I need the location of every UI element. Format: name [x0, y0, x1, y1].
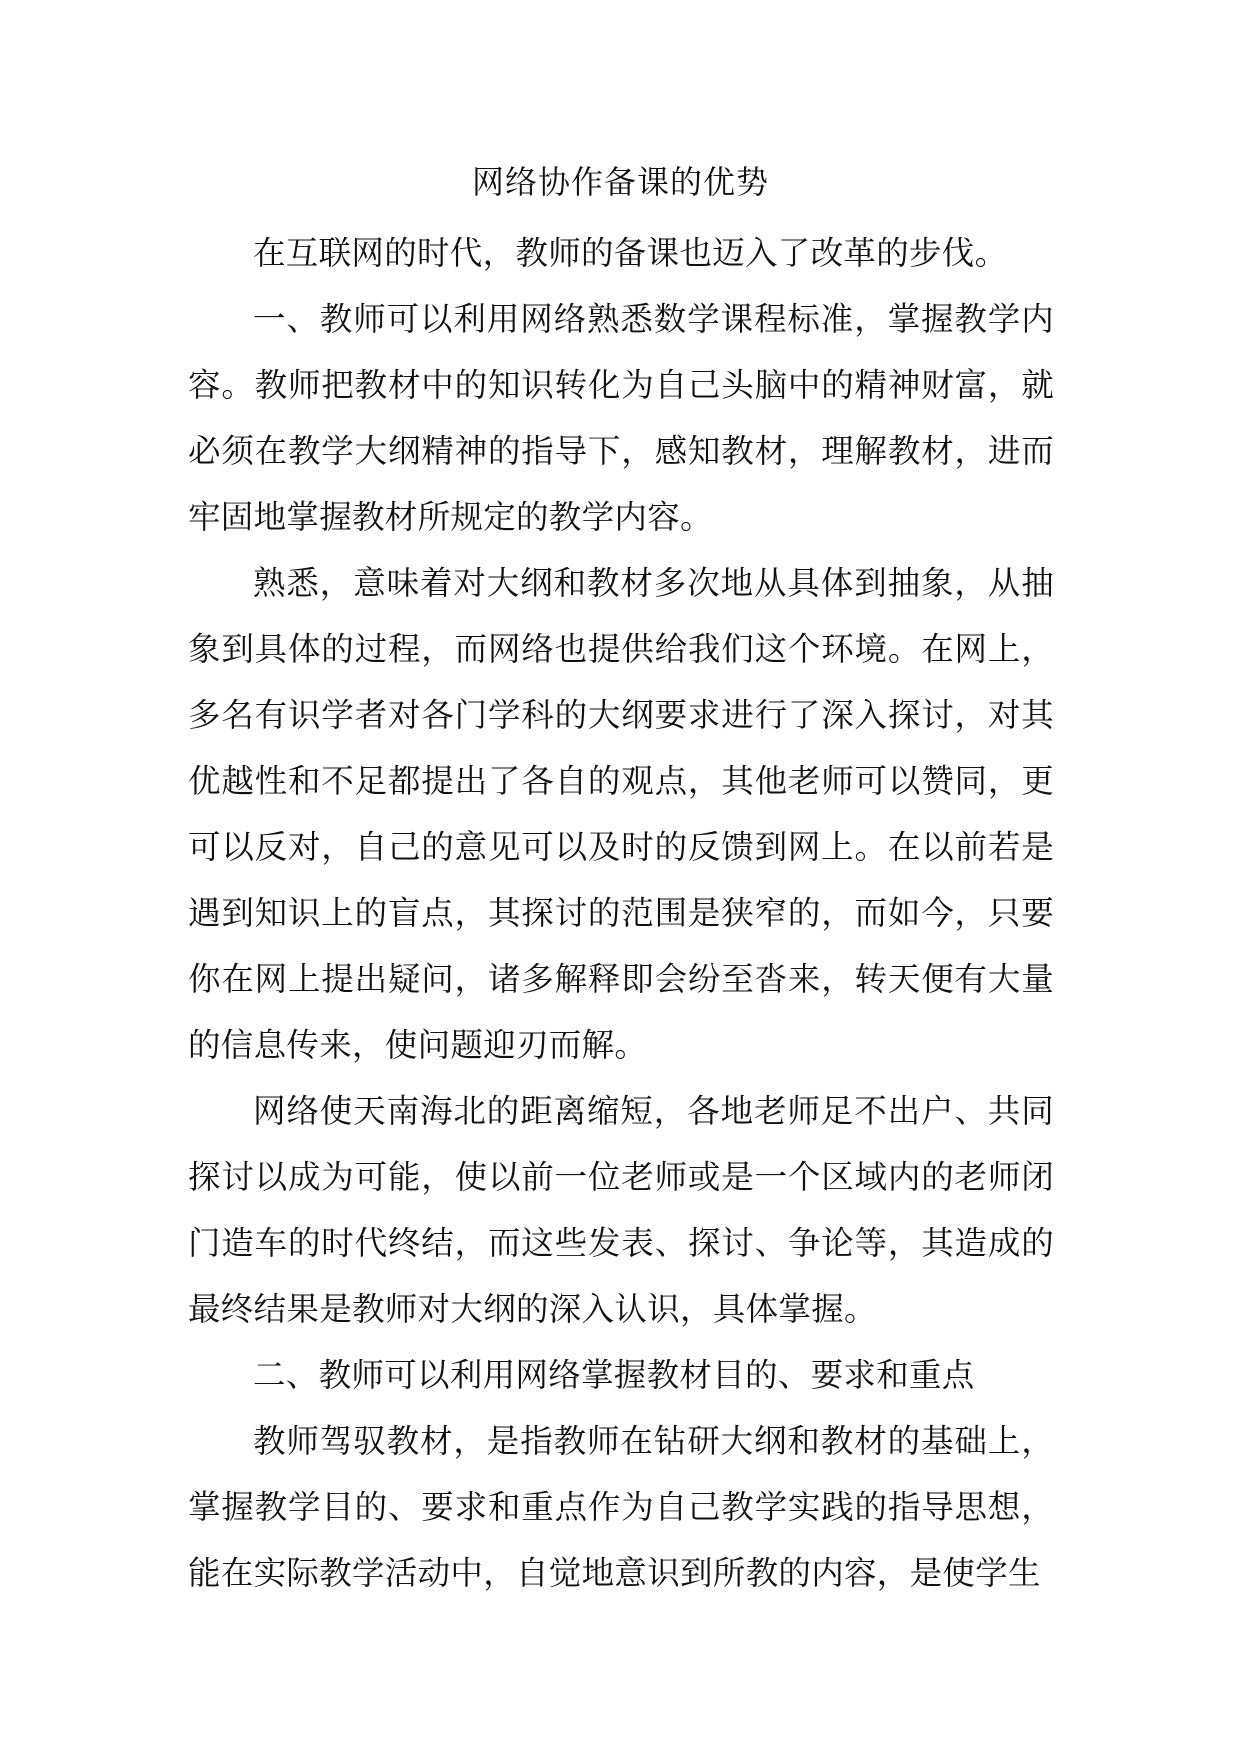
document-title: 网络协作备课的优势	[471, 163, 769, 201]
paragraph-section-two-heading: 二、教师可以利用网络掌握教材目的、要求和重点	[253, 1356, 975, 1394]
paragraph-section-one: 一、教师可以利用网络熟悉数学课程标准，掌握教学内容。教师把教材中的知识转化为自己头脑中的精神财富，就必须在教学大纲精神的指导下，感知教材，理解教材，进而牢固地掌握教材所规定的教学内容。	[188, 300, 1054, 536]
document-body	[188, 220, 1054, 1606]
paragraph-mastering-materials: 教师驾驭教材，是指教师在钻研大纲和教材的基础上，掌握教学目的、要求和重点作为自己教学实践的指导思想，能在实际教学活动中，自觉地意识到所教的内容，是使学生	[188, 1422, 1054, 1592]
paragraph-familiarity: 熟悉，意味着对大纲和教材多次地从具体到抽象，从抽象到具体的过程，而网络也提供给我们这个环境。在网上，多名有识学者对各门学科的大纲要求进行了深入探讨，对其优越性和不足都提出了各自的观点，其他老师可以赞同，更可以反对，自己的意见可以及时的反馈到网上。在以前若是遇到知识上的盲点，其探讨的范围是狭窄的，而如今，只要你在网上提出疑问，诸多解释即会纷至沓来，转天便有大量的信息传来，使问题迎刃而解。	[188, 564, 1054, 1064]
paragraph-network-distance: 网络使天南海北的距离缩短，各地老师足不出户、共同探讨以成为可能，使以前一位老师或是一个区域内的老师闭门造车的时代终结，而这些发表、探讨、争论等，其造成的最终结果是教师对大纲的深入认识，具体掌握。	[188, 1092, 1054, 1328]
paragraph-intro: 在互联网的时代，教师的备课也迈入了改革的步伐。	[253, 234, 1008, 272]
